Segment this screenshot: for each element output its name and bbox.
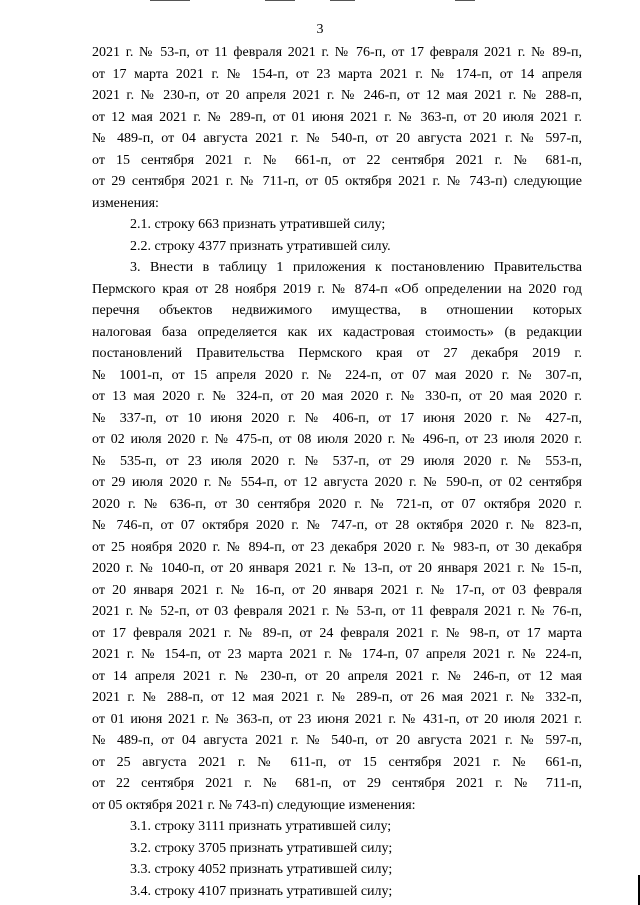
text-line: 2021 г. № 53-п, от 11 февраля 2021 г. № 76-п, от 17 февраля 2021 г. № 89-п, (92, 45, 582, 60)
text-line: Пермского края от 28 ноября 2019 г. № 874-п «Об определении на 2020 год (92, 281, 582, 297)
text-line: 2021 г. № 288-п, от 12 мая 2021 г. № 289-п, от 26 мая 2021 г. № 332-п, (92, 690, 582, 705)
text-line: от 25 августа 2021 г. № 611-п, от 15 сентября 2021 г. № 661-п, (92, 754, 582, 770)
text-line: изменения: (92, 195, 159, 211)
text-line: от 25 ноября 2020 г. № 894-п, от 23 декабря 2020 г. № 983-п, от 30 декабря (92, 539, 582, 555)
text-line: 3.2. строку 3705 признать утратившей силу; (130, 840, 393, 856)
text-line: перечня объектов недвижимого имущества, в отношении которых (92, 303, 582, 318)
text-line: 3.4. строку 4107 признать утратившей силу; (130, 883, 393, 899)
text-line: 3. Внести в таблицу 1 приложения к постановлению Правительства (130, 260, 582, 275)
text-line: от 05 октября 2021 г. № 743-п) следующие изменения: (92, 797, 416, 813)
text-line: от 17 февраля 2021 г. № 89-п, от 24 февраля 2021 г. № 98-п, от 17 марта (92, 625, 582, 641)
text-line: от 15 сентября 2021 г. № 661-п, от 22 сентября 2021 г. № 681-п, (92, 152, 582, 168)
text-line: от 29 сентября 2021 г. № 711-п, от 05 октября 2021 г. № 743-п) следующие (92, 174, 582, 189)
text-line: 2020 г. № 1040-п, от 20 января 2021 г. № 13-п, от 20 января 2021 г. № 15-п, (92, 561, 582, 576)
text-line: 3.3. строку 4052 признать утратившей силу; (130, 862, 393, 877)
text-line: № 746-п, от 07 октября 2020 г. № 747-п, от 28 октября 2020 г. № 823-п, (92, 518, 582, 533)
page-number: 3 (316, 22, 324, 37)
text-line: 2021 г. № 230-п, от 20 апреля 2021 г. № 246-п, от 12 мая 2021 г. № 288-п, (92, 88, 582, 103)
text-line: от 01 июня 2021 г. № 363-п, от 23 июня 2021 г. № 431-п, от 20 июля 2021 г. (92, 711, 582, 727)
text-line: от 13 мая 2020 г. № 324-п, от 20 мая 2020 г. № 330-п, от 20 мая 2020 г. (92, 389, 582, 404)
text-line: 2021 г. № 154-п, от 23 марта 2021 г. № 174-п, 07 апреля 2021 г. № 224-п, (92, 647, 582, 662)
text-line: от 12 мая 2021 г. № 289-п, от 01 июня 2021 г. № 363-п, от 20 июля 2021 г. (92, 109, 582, 125)
text-line: № 489-п, от 04 августа 2021 г. № 540-п, от 20 августа 2021 г. № 597-п, (92, 131, 582, 146)
text-line: № 489-п, от 04 августа 2021 г. № 540-п, от 20 августа 2021 г. № 597-п, (92, 733, 582, 748)
text-line: 2021 г. № 52-п, от 03 февраля 2021 г. № 53-п, от 11 февраля 2021 г. № 76-п, (92, 604, 582, 619)
text-line: № 1001-п, от 15 апреля 2020 г. № 224-п, от 07 мая 2020 г. № 307-п, (92, 367, 582, 383)
text-line: постановлений Правительства Пермского края от 27 декабря 2019 г. (92, 346, 582, 361)
text-line: от 02 июля 2020 г. № 475-п, от 08 июля 2020 г. № 496-п, от 23 июля 2020 г. (92, 432, 582, 447)
text-line: № 535-п, от 23 июля 2020 г. № 537-п, от 29 июля 2020 г. № 553-п, (92, 453, 582, 469)
text-line: 2020 г. № 636-п, от 30 сентября 2020 г. № 721-п, от 07 октября 2020 г. (92, 496, 582, 512)
text-line: от 29 июля 2020 г. № 554-п, от 12 августа 2020 г. № 590-п, от 02 сентября (92, 475, 582, 490)
text-line: от 22 сентября 2021 г. № 681-п, от 29 сентября 2021 г. № 711-п, (92, 776, 582, 791)
text-line: от 17 марта 2021 г. № 154-п, от 23 марта 2021 г. № 174-п, от 14 апреля (92, 66, 582, 82)
text-line: налоговая база определяется как их кадастровая стоимость» (в редакции (92, 324, 582, 340)
text-line: от 20 января 2021 г. № 16-п, от 20 января 2021 г. № 17-п, от 03 февраля (92, 582, 582, 598)
text-line: 2.1. строку 663 признать утратившей силу; (130, 217, 386, 232)
text-line: 2.2. строку 4377 признать утратившей силу. (130, 238, 391, 254)
text-line: № 337-п, от 10 июня 2020 г. № 406-п, от 17 июня 2020 г. № 427-п, (92, 410, 582, 426)
text-line: от 14 апреля 2021 г. № 230-п, от 20 апреля 2021 г. № 246-п, от 12 мая (92, 668, 582, 684)
scan-top-edge-marks (0, 0, 640, 4)
document-body (92, 42, 582, 902)
text-line: 3.1. строку 3111 признать утратившей силу; (130, 819, 392, 834)
